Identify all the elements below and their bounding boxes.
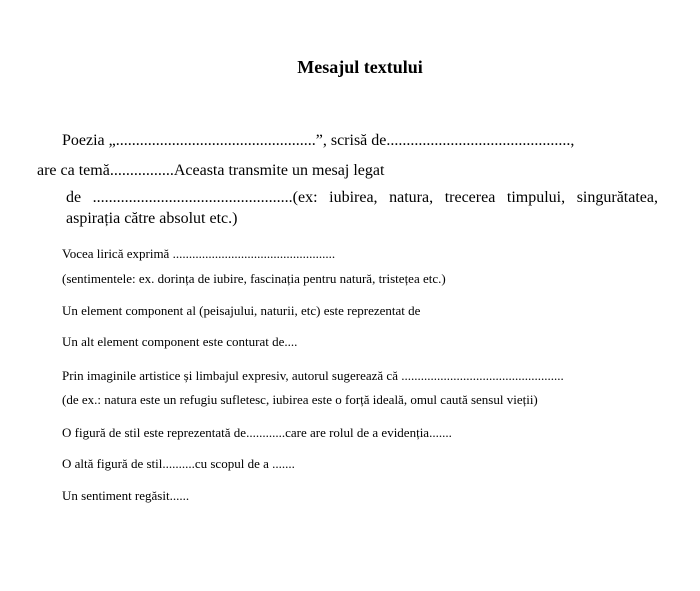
text-line-element-component: Un element component al (peisajului, naturii, etc) este reprezentat de xyxy=(62,303,421,318)
page-title: Mesajul textului xyxy=(297,57,423,77)
text-line-sentimentele: (sentimentele: ex. dorința de iubire, fascinația pentru natură, tristețea etc.) xyxy=(62,271,446,286)
paragraph-line-3: de ..................................................(ex: iubirea, natura, trecerea timpului, singurătatea, aspirația către absolut etc.) xyxy=(66,189,658,227)
text-line-figura-stil: O figură de stil este reprezentată de............care are rolul de a evidenția....... xyxy=(62,425,452,440)
text-line-exemplu: (de ex.: natura este un refugiu sufletesc, iubirea este o forță ideală, omul caută sensul vieții) xyxy=(62,392,538,407)
text-line-alta-figura: O altă figură de stil..........cu scopul de a ....... xyxy=(62,456,295,471)
text-line-imagini-artistice: Prin imaginile artistice și limbajul expresiv, autorul sugerează că .................................................. xyxy=(62,368,564,383)
paragraph-line-1: Poezia „..................................................”, scrisă de.............................................., xyxy=(62,132,575,149)
paragraph-line-2: are ca temă................Aceasta transmite un mesaj legat xyxy=(37,162,385,179)
text-line-vocea-lirica: Vocea lirică exprimă .................................................. xyxy=(62,246,336,261)
text-line-sentiment: Un sentiment regăsit...... xyxy=(62,488,190,503)
text-line-alt-element: Un alt element component este conturat de.... xyxy=(62,334,298,349)
